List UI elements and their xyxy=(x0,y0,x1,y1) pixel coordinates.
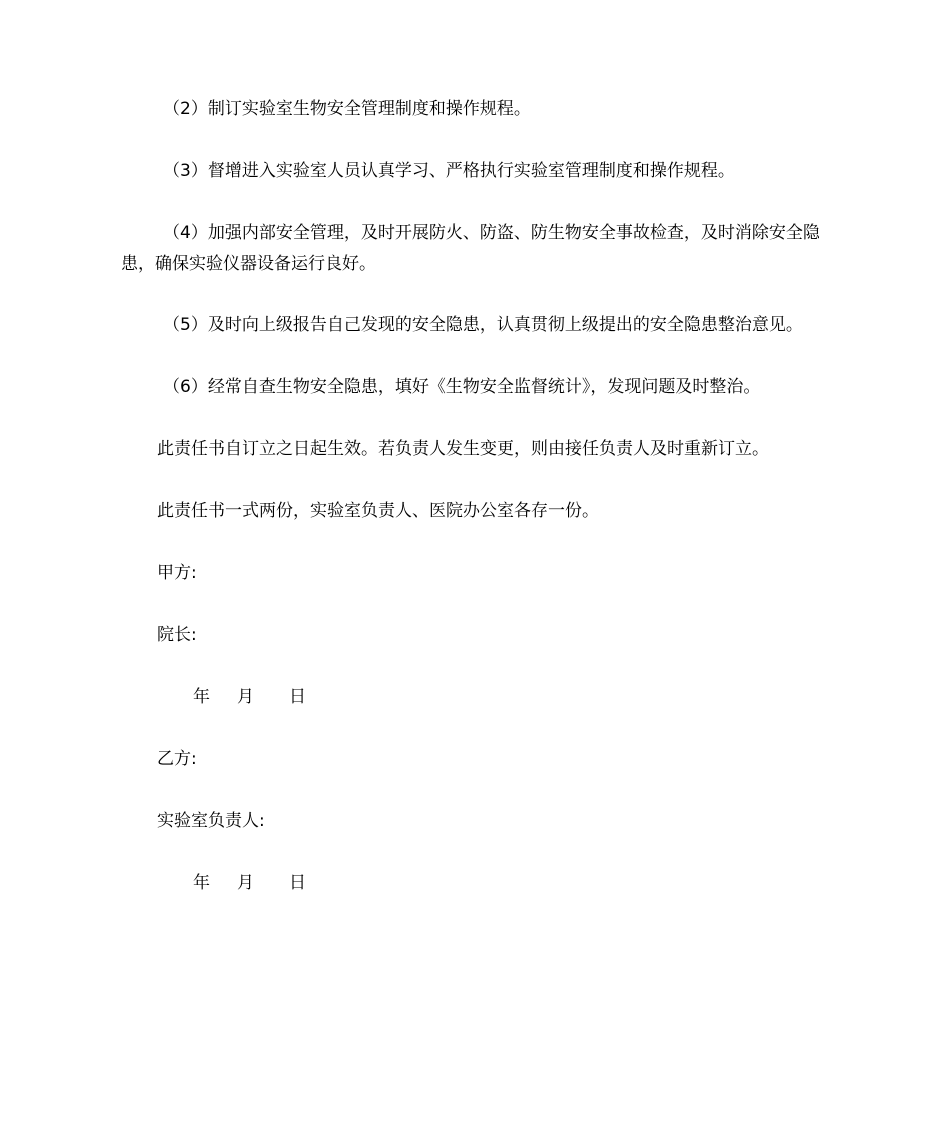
date-month-label: 月 xyxy=(237,873,254,893)
party-b-date-line xyxy=(121,868,833,899)
date-year-label: 年 xyxy=(193,687,210,707)
duty-item-3: （3）督增进入实验室人员认真学习、严格执行实验室管理制度和操作规程。 xyxy=(163,161,735,181)
effective-clause: 此责任书自订立之日起生效。若负责人发生变更，则由接任负责人及时重新订立。 xyxy=(157,439,769,459)
copies-clause: 此责任书一式两份，实验室负责人、医院办公室各存一份。 xyxy=(157,501,599,521)
duty-item-6: （6）经常自查生物安全隐患，填好《生物安全监督统计》，发现问题及时整治。 xyxy=(163,377,761,397)
party-a-label: 甲方: xyxy=(157,563,197,583)
party-a-date-line xyxy=(121,682,833,713)
date-day-label: 日 xyxy=(289,873,306,893)
date-month-label: 月 xyxy=(237,687,254,707)
duty-item-5: （5）及时向上级报告自己发现的安全隐患，认真贯彻上级提出的安全隐患整治意见。 xyxy=(163,315,803,335)
president-signature-label: 院长: xyxy=(157,625,197,645)
date-day-label: 日 xyxy=(289,687,306,707)
lab-head-signature-label: 实验室负责人: xyxy=(157,811,265,831)
duty-item-4: （4）加强内部安全管理，及时开展防火、防盗、防生物安全事故检查，及时消除安全隐患，确保实验仪器设备运行良好。 xyxy=(121,223,820,274)
date-year-label: 年 xyxy=(193,873,210,893)
duty-item-2: （2）制订实验室生物安全管理制度和操作规程。 xyxy=(163,99,531,119)
party-b-label: 乙方: xyxy=(157,749,197,769)
